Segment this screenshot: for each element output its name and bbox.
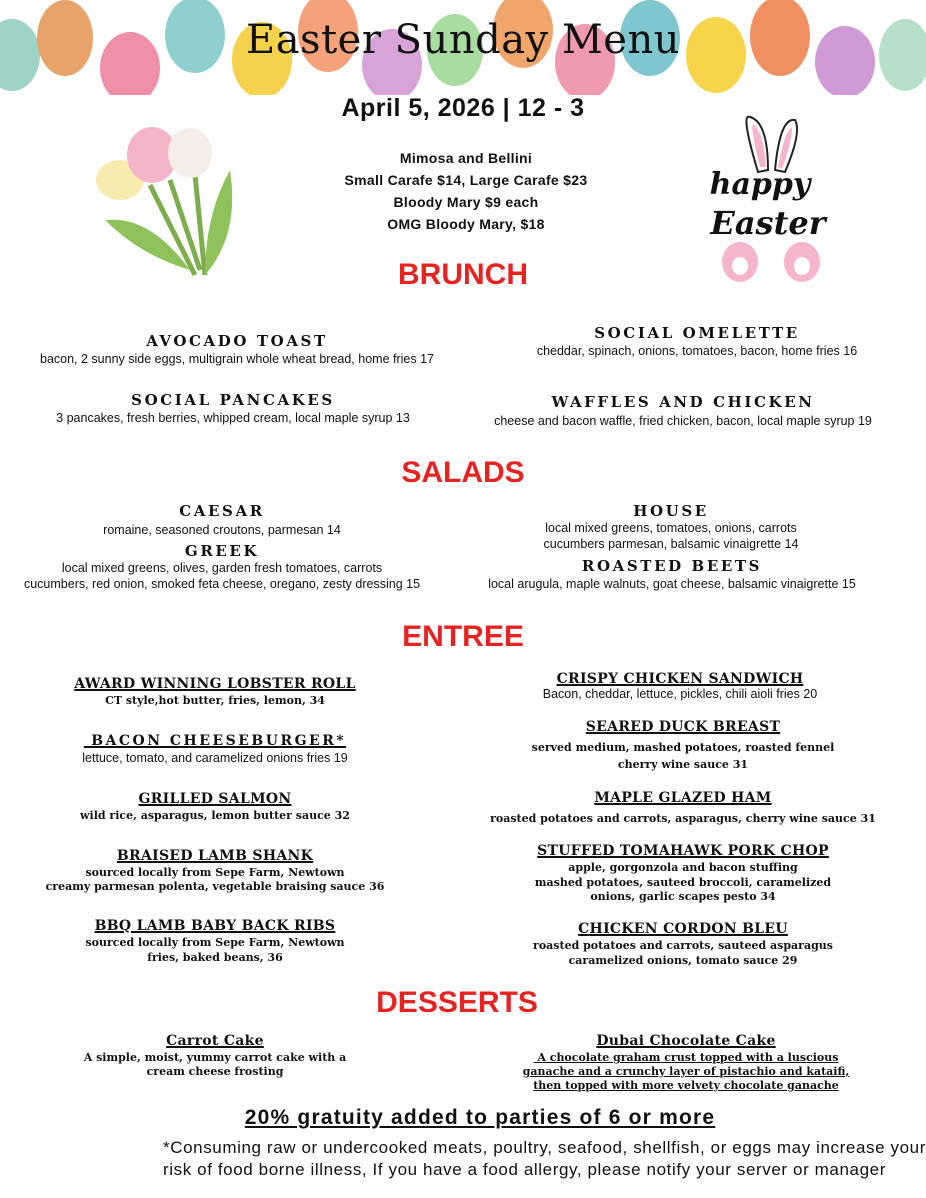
item-description: onions, garlic scapes pesto 34 — [590, 890, 776, 903]
item-description: cherry wine sauce 31 — [617, 758, 749, 771]
event-date: April 5, 2026 | 12 - 3 — [341, 94, 585, 122]
item-description: cucumbers, red onion, smoked feta cheese, oregano, zesty dressing 15 — [23, 577, 421, 591]
item-description: caramelized onions, tomato sauce 29 — [568, 954, 798, 967]
item-name: SOCIAL PANCAKES — [131, 391, 335, 409]
item-name: BACON CHEESEBURGER* — [83, 733, 347, 749]
drink-line: Small Carafe $14, Large Carafe $23 — [344, 172, 588, 188]
section-heading-desserts: DESSERTS — [376, 986, 538, 1019]
item-name: SEARED DUCK BREAST — [585, 719, 781, 735]
item-description: cheddar, spinach, onions, tomatoes, bacon, home fries 16 — [536, 344, 858, 358]
item-description: mashed potatoes, sauteed broccoli, caramelized — [534, 876, 832, 889]
drink-line: Bloody Mary $9 each — [393, 194, 539, 210]
item-name: STUFFED TOMAHAWK PORK CHOP — [537, 843, 829, 859]
item-name: HOUSE — [633, 502, 709, 520]
food-safety-disclaimer: risk of food borne illness, If you have a food allergy, please notify your server or manager — [163, 1160, 886, 1179]
item-description: Bacon, cheddar, lettuce, pickles, chili aioli fries 20 — [542, 687, 818, 701]
item-name: Dubai Chocolate Cake — [596, 1033, 776, 1049]
drink-line: Mimosa and Bellini — [399, 150, 533, 166]
item-description: A simple, moist, yummy carrot cake with a — [83, 1051, 347, 1064]
item-description: sourced locally from Sepe Farm, Newtown — [85, 866, 345, 879]
item-name: Carrot Cake — [166, 1033, 264, 1049]
item-description: local arugula, maple walnuts, goat cheese, balsamic vinaigrette 15 — [488, 577, 856, 591]
item-description: local mixed greens, tomatoes, onions, carrots — [545, 521, 797, 535]
item-description: cucumbers parmesan, balsamic vinaigrette 14 — [543, 537, 799, 551]
item-description: 3 pancakes, fresh berries, whipped cream, local maple syrup 13 — [56, 411, 410, 425]
drink-line: OMG Bloody Mary, $18 — [387, 216, 545, 232]
item-description: CT style,hot butter, fries, lemon, 34 — [105, 694, 325, 707]
item-name: AVOCADO TOAST — [146, 332, 328, 350]
item-name: ROASTED BEETS — [581, 557, 763, 575]
item-name: GRILLED SALMON — [138, 791, 292, 807]
section-heading-salads: SALADS — [401, 456, 525, 489]
item-description: roasted potatoes and carrots, sauteed asparagus — [533, 939, 833, 952]
item-description: roasted potatoes and carrots, asparagus, cherry wine sauce 31 — [490, 812, 876, 825]
item-description: cream cheese frosting — [146, 1065, 284, 1078]
item-name: BRAISED LAMB SHANK — [116, 848, 314, 864]
svg-text:happy: happy — [709, 167, 811, 202]
item-description: bacon, 2 sunny side eggs, multigrain whole wheat bread, home fries 17 — [40, 352, 434, 366]
item-description: creamy parmesan polenta, vegetable braising sauce 36 — [45, 880, 385, 893]
item-description: local mixed greens, olives, garden fresh tomatoes, carrots — [61, 561, 383, 575]
item-name: WAFFLES AND CHICKEN — [551, 393, 815, 411]
item-description: apple, gorgonzola and bacon stuffing — [568, 861, 798, 874]
svg-text:Easter: Easter — [710, 204, 826, 242]
item-name: AWARD WINNING LOBSTER ROLL — [74, 676, 356, 692]
gratuity-notice: 20% gratuity added to parties of 6 or more — [244, 1106, 716, 1129]
item-description: cheese and bacon waffle, fried chicken, bacon, local maple syrup 19 — [494, 414, 872, 428]
item-name: CAESAR — [179, 502, 265, 520]
item-description: ganache and a crunchy layer of pistachio and kataifi, — [522, 1065, 850, 1078]
section-heading-brunch: BRUNCH — [398, 258, 528, 291]
food-safety-disclaimer: *Consuming raw or undercooked meats, poultry, seafood, shellfish, or eggs may increase your — [163, 1138, 926, 1157]
item-name: MAPLE GLAZED HAM — [594, 790, 772, 806]
item-name: BBQ LAMB BABY BACK RIBS — [94, 918, 336, 934]
item-description: lettuce, tomato, and caramelized onions fries 19 — [82, 751, 348, 765]
item-name: SOCIAL OMELETTE — [594, 324, 800, 342]
item-description: then topped with more velvety chocolate ganache — [533, 1079, 839, 1092]
item-description: wild rice, asparagus, lemon butter sauce 32 — [80, 809, 350, 822]
item-name: GREEK — [184, 542, 260, 560]
item-name: CRISPY CHICKEN SANDWICH — [556, 671, 804, 687]
page-title: Easter Sunday Menu — [246, 17, 680, 63]
section-heading-entree: ENTREE — [402, 620, 524, 653]
item-name: CHICKEN CORDON BLEU — [578, 921, 788, 937]
item-description: served medium, mashed potatoes, roasted fennel — [531, 741, 835, 754]
item-description: romaine, seasoned croutons, parmesan 14 — [103, 523, 341, 537]
item-description: sourced locally from Sepe Farm, Newtown — [85, 936, 345, 949]
item-description: fries, baked beans, 36 — [147, 951, 283, 964]
item-description: A chocolate graham crust topped with a luscious — [533, 1051, 839, 1064]
